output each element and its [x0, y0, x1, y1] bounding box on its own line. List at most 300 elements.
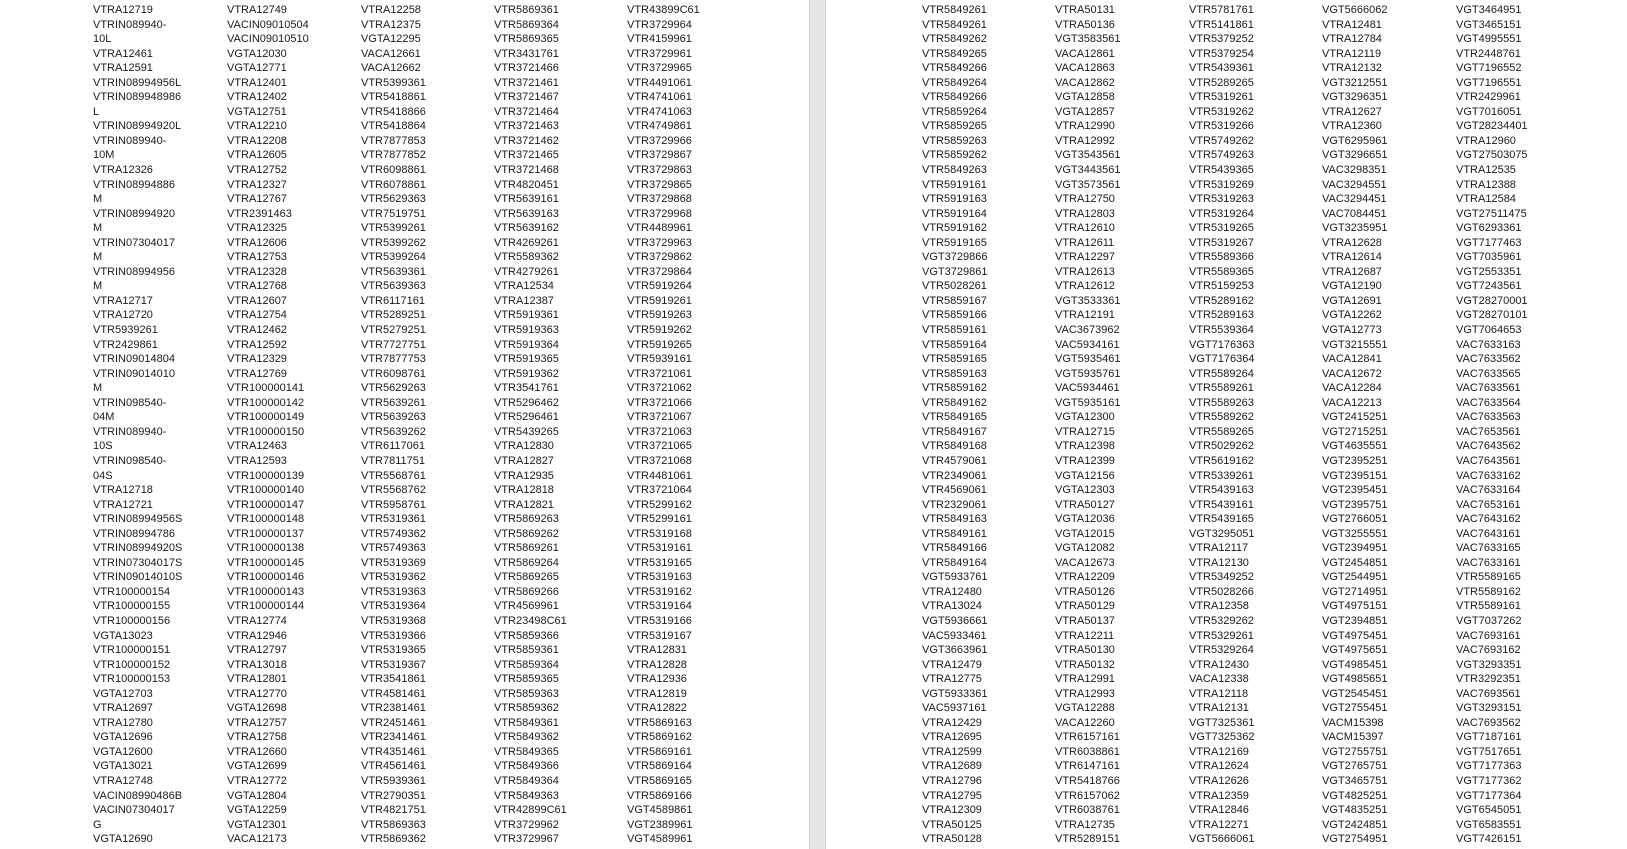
code-entry: VGT6583551	[1456, 818, 1522, 831]
code-entry: VAC7633165	[1456, 542, 1521, 555]
code-entry: VAC7633164	[1456, 484, 1521, 497]
code-entry: VTRA12768	[227, 280, 287, 293]
code-entry: VACA12661	[361, 47, 421, 60]
code-entry: VTR5289163	[1189, 309, 1254, 322]
code-entry: VGTA12262	[1322, 309, 1382, 322]
code-entry: VTRA12329	[227, 353, 287, 366]
code-entry: VGTA12698	[227, 702, 287, 715]
code-entry: VTRA12721	[93, 498, 153, 511]
code-entry: VTR5159253	[1189, 280, 1254, 293]
code-entry: VTRA12599	[922, 745, 982, 758]
code-entry: VTR5319267	[1189, 236, 1254, 249]
code-entry: VTR5319367	[361, 658, 426, 671]
code-entry: VTRA12119	[1322, 47, 1382, 60]
code-entry: VTR3721466	[494, 62, 559, 75]
code-entry: VTR5028261	[922, 280, 987, 293]
code-entry: VTR100000148	[227, 513, 305, 526]
code-entry: VTR3721066	[627, 396, 692, 409]
code-entry: VTR5289251	[361, 309, 426, 322]
code-entry: VTR4821751	[361, 804, 426, 817]
code-entry: VAC7653561	[1456, 425, 1521, 438]
code-entry: VTRA12827	[494, 454, 554, 467]
code-entry: VTR2790351	[361, 789, 426, 802]
code-entry: VTRA12535	[1456, 164, 1516, 177]
right-page-column-5	[1456, 3, 1528, 847]
code-entry: VGT4635551	[1322, 440, 1388, 453]
code-entry: VTR42899C61	[494, 804, 567, 817]
code-entry: VTRIN08994886	[93, 178, 175, 191]
code-entry: VTR5319265	[1189, 222, 1254, 235]
code-entry: VTR5439163	[1189, 484, 1254, 497]
code-entry: VTR5589263	[1189, 396, 1254, 409]
code-entry: VTRA12774	[227, 614, 287, 627]
code-entry: VTR5319369	[361, 556, 426, 569]
code-entry: VGT5933361	[922, 687, 988, 700]
code-entry: VTRA12767	[227, 193, 287, 206]
code-entry: VTR5939261	[93, 324, 158, 337]
left-page-column-1	[93, 3, 182, 847]
code-entry: VTRA12936	[627, 673, 687, 686]
code-entry: VTRA12169	[1189, 745, 1249, 758]
code-entry: VTR5919165	[922, 236, 987, 249]
code-entry: VTR100000139	[227, 469, 305, 482]
code-entry: VTRA12801	[227, 673, 287, 686]
code-entry: VTR6157161	[1055, 731, 1120, 744]
code-entry: VTR5319361	[361, 513, 426, 526]
code-entry: VTR5859165	[922, 353, 987, 366]
code-entry: VTR3729966	[627, 134, 692, 147]
code-entry: VTRA12209	[1055, 571, 1115, 584]
code-entry: VTR4741061	[627, 91, 692, 104]
code-entry: VTR5439265	[494, 425, 559, 438]
code-entry: VTRA50130	[1055, 644, 1115, 657]
code-entry: VGT2765751	[1322, 760, 1388, 773]
code-entry: VTRA12689	[922, 760, 982, 773]
code-entry: VGTA12190	[1322, 280, 1382, 293]
code-entry: VTR3729864	[627, 265, 692, 278]
code-entry: VACA12260	[1055, 716, 1115, 729]
code-entry: VTRA12830	[494, 440, 554, 453]
code-entry: VTR5919261	[627, 294, 692, 307]
code-entry: VTRA12208	[227, 134, 287, 147]
code-entry: VGTA12156	[1055, 469, 1115, 482]
code-entry: VTR5399262	[361, 236, 426, 249]
code-entry: VTRA12399	[1055, 454, 1115, 467]
code-entry: VTRA50136	[1055, 18, 1115, 31]
code-entry: VTRA12605	[227, 149, 287, 162]
code-entry: VTRA50131	[1055, 4, 1115, 16]
code-entry: VGT7176364	[1189, 353, 1255, 366]
code-entry: VTRA12328	[227, 265, 287, 278]
code-entry: VTR5859264	[922, 105, 987, 118]
code-entry: VTR5849361	[494, 716, 559, 729]
code-entry: VTR5869266	[494, 585, 559, 598]
code-entry: VTRIN089940-	[93, 18, 167, 31]
code-entry: VTR5859365	[494, 673, 559, 686]
code-entry: M	[93, 280, 103, 293]
code-entry: VTR2329061	[922, 498, 987, 511]
code-entry: VTRA12402	[227, 91, 287, 104]
code-entry: VTRA12360	[1322, 120, 1382, 133]
code-entry: VTR5319168	[627, 527, 692, 540]
code-entry: VGT3215551	[1322, 338, 1388, 351]
code-entry: VTR3729964	[627, 18, 692, 31]
code-entry: VTRA12398	[1055, 440, 1115, 453]
code-entry: VTR5319262	[1189, 105, 1254, 118]
code-entry: VTR6157062	[1055, 789, 1120, 802]
code-entry: VTRIN098540-	[93, 396, 167, 409]
code-entry: VTR5859363	[494, 687, 559, 700]
code-entry: VTR5319166	[627, 614, 692, 627]
code-entry: VTRA12821	[494, 498, 554, 511]
code-entry: VGT28270101	[1456, 309, 1528, 322]
code-entry: VTRA12660	[227, 745, 287, 758]
code-entry: VTR5869165	[627, 774, 692, 787]
code-entry: VTR5418766	[1055, 774, 1120, 787]
code-entry: VTRA12772	[227, 774, 287, 787]
code-entry: VGT7177362	[1456, 774, 1522, 787]
code-entry: VTR100000143	[227, 585, 305, 598]
code-entry: VGT4975651	[1322, 644, 1388, 657]
code-entry: VGT4985451	[1322, 658, 1388, 671]
code-entry: VTR3721061	[627, 367, 692, 380]
code-entry: VTR100000138	[227, 542, 305, 555]
code-entry: VTR2381461	[361, 702, 426, 715]
code-entry: VTR5749362	[361, 527, 426, 540]
code-entry: VTR100000154	[93, 585, 171, 598]
code-entry: VTRA12309	[922, 804, 982, 817]
code-entry: VTR4741063	[627, 105, 692, 118]
code-entry: VACA12284	[1322, 382, 1382, 395]
code-entry: VGT7243561	[1456, 280, 1522, 293]
code-entry: VTR5849266	[922, 91, 987, 104]
code-entry: VTR5849365	[494, 745, 559, 758]
code-entry: VTR5418864	[361, 120, 426, 133]
code-entry: VGT5935461	[1055, 353, 1121, 366]
code-entry: VGT2454851	[1322, 556, 1388, 569]
code-entry: VAC7643561	[1456, 454, 1521, 467]
code-entry: 10L	[93, 33, 112, 46]
code-entry: VTR5296462	[494, 396, 559, 409]
code-entry: VGT7187161	[1456, 731, 1522, 744]
code-entry: VGT3293151	[1456, 702, 1522, 715]
code-entry: VTR4569961	[494, 600, 559, 613]
code-entry: VTR5859362	[494, 702, 559, 715]
code-entry: VTR5289162	[1189, 294, 1254, 307]
code-entry: VGT5933761	[922, 571, 988, 584]
code-entry: VTRA12748	[93, 774, 153, 787]
code-entry: VTRA12687	[1322, 265, 1382, 278]
code-entry: VTR5859163	[922, 367, 987, 380]
code-entry: VGT7325361	[1189, 716, 1255, 729]
code-entry: VGT3235951	[1322, 222, 1388, 235]
code-entry: VTRIN08994956	[93, 265, 175, 278]
code-entry: VTR7877753	[361, 353, 426, 366]
code-entry: VTR5439161	[1189, 498, 1254, 511]
code-entry: VTR4491061	[627, 76, 692, 89]
code-entry: VGT5666061	[1189, 833, 1255, 846]
code-entry: VACM15398	[1322, 716, 1384, 729]
code-entry: VTR5399264	[361, 251, 426, 264]
code-entry: VTR5849163	[922, 513, 987, 526]
code-entry: VGT2544951	[1322, 571, 1388, 584]
code-entry: VTR5319368	[361, 614, 426, 627]
code-entry: VTR5329261	[1189, 629, 1254, 642]
code-entry: VTRA12775	[922, 673, 982, 686]
code-entry: VTR5319163	[627, 571, 692, 584]
code-entry: VTR6098861	[361, 164, 426, 177]
code-entry: VTR5849166	[922, 542, 987, 555]
code-entry: VTRA12118	[1189, 687, 1249, 700]
code-entry: VTR5279251	[361, 324, 426, 337]
code-entry: VGT27503075	[1456, 149, 1528, 162]
code-entry: 10S	[93, 440, 113, 453]
code-entry: VTRA12992	[1055, 134, 1115, 147]
code-entry: VGT2395451	[1322, 484, 1388, 497]
code-entry: VTRA12592	[227, 338, 287, 351]
code-entry: VTRA12770	[227, 687, 287, 700]
code-entry: VTR5869363	[361, 818, 426, 831]
code-entry: VTRA50132	[1055, 658, 1115, 671]
code-entry: VGT6545051	[1456, 804, 1522, 817]
code-entry: VTRA12626	[1189, 774, 1249, 787]
code-entry: VTR6117161	[361, 294, 426, 307]
code-entry: VTR5919263	[627, 309, 692, 322]
code-entry: VTR3721462	[494, 134, 559, 147]
code-entry: M	[93, 382, 103, 395]
code-entry: VTR5849261	[922, 4, 987, 16]
code-entry: VTR5859161	[922, 324, 987, 337]
code-entry: VTR3431761	[494, 47, 559, 60]
code-entry: VTR5639262	[361, 425, 426, 438]
code-entry: VGT7177364	[1456, 789, 1522, 802]
code-entry: VGT7016051	[1456, 105, 1522, 118]
code-entry: VTRIN09014010	[93, 367, 175, 380]
code-entry: VTR5141861	[1189, 18, 1254, 31]
code-entry: VGTA12691	[1322, 294, 1382, 307]
code-entry: VTR5639161	[494, 193, 559, 206]
right-page-column-3	[1189, 3, 1254, 847]
code-entry: VGT2754951	[1322, 833, 1388, 846]
code-entry: VTR5859162	[922, 382, 987, 395]
code-entry: VGTA12857	[1055, 105, 1115, 118]
code-entry: VTRA12297	[1055, 251, 1115, 264]
code-entry: VTRA12131	[1189, 702, 1249, 715]
code-entry: VTRA12613	[1055, 265, 1115, 278]
code-entry: VTR5629263	[361, 382, 426, 395]
code-entry: VTRA12735	[1055, 818, 1115, 831]
code-entry: VACA12841	[1322, 353, 1382, 366]
code-entry: VTR4569061	[922, 484, 987, 497]
code-entry: VTR3292351	[1456, 673, 1521, 686]
code-entry: VTRA12784	[1322, 33, 1382, 46]
code-entry: VTRIN08994956S	[93, 513, 183, 526]
code-entry: VTR5319269	[1189, 178, 1254, 191]
code-entry: VTR3721461	[494, 76, 559, 89]
code-entry: VAC7633565	[1456, 367, 1521, 380]
code-entry: VTR5869265	[494, 571, 559, 584]
code-entry: 04S	[93, 469, 113, 482]
code-entry: VTR5749363	[361, 542, 426, 555]
code-entry: VTR6038861	[1055, 745, 1120, 758]
code-entry: VTR4481061	[627, 469, 692, 482]
code-entry: VTR3541861	[361, 673, 426, 686]
right-page-column-2	[1055, 3, 1120, 847]
code-entry: VAC7633163	[1456, 338, 1521, 351]
code-entry: VTRA12624	[1189, 760, 1249, 773]
code-entry: VTR2341461	[361, 731, 426, 744]
code-entry: VTR3721463	[494, 120, 559, 133]
code-entry: VTR5849168	[922, 440, 987, 453]
code-entry: VGT4975451	[1322, 629, 1388, 642]
code-entry: VTR3721063	[627, 425, 692, 438]
code-entry: VAC5934461	[1055, 382, 1120, 395]
code-entry: VACA12672	[1322, 367, 1382, 380]
code-entry: VTRA12607	[227, 294, 287, 307]
code-entry: VTRA12614	[1322, 251, 1382, 264]
code-entry: VACA12863	[1055, 62, 1115, 75]
code-entry: VTR5439165	[1189, 513, 1254, 526]
code-entry: VTR3541761	[494, 382, 559, 395]
code-entry: VTR5919264	[627, 280, 692, 293]
code-entry: VGT7325362	[1189, 731, 1255, 744]
left-page-column-2	[227, 3, 309, 847]
code-entry: VGTA12303	[1055, 484, 1115, 497]
code-entry: VGT2395751	[1322, 498, 1388, 511]
code-entry: VACA12173	[227, 833, 287, 846]
code-entry: VTRA12993	[1055, 687, 1115, 700]
code-entry: VGT7035961	[1456, 251, 1522, 264]
code-entry: VGT7196551	[1456, 76, 1522, 89]
code-entry: VTRA12960	[1456, 134, 1516, 147]
right-page-column-4	[1322, 3, 1387, 847]
code-entry: VTRA12752	[227, 164, 287, 177]
code-entry: VGT3729861	[922, 265, 988, 278]
code-entry: VTR5319263	[1189, 193, 1254, 206]
code-entry: VGT4985651	[1322, 673, 1388, 686]
code-entry: VTR5639163	[494, 207, 559, 220]
code-entry: VTR5319366	[361, 629, 426, 642]
code-entry: VGT7196552	[1456, 62, 1522, 75]
code-entry: VTR3729868	[627, 193, 692, 206]
code-entry: VTRA12611	[1055, 236, 1115, 249]
code-entry: VTRA12191	[1055, 309, 1115, 322]
code-entry: VTR5319362	[361, 571, 426, 584]
code-entry: VTR2391463	[227, 207, 292, 220]
code-entry: VGT4589861	[627, 804, 693, 817]
code-entry: VGT3583561	[1055, 33, 1121, 46]
code-entry: VTRA12831	[627, 644, 687, 657]
code-entry: VTR100000137	[227, 527, 305, 540]
code-entry: VGT3573561	[1055, 178, 1121, 191]
code-entry: VTR3729863	[627, 164, 692, 177]
code-entry: VTR100000153	[93, 673, 171, 686]
code-entry: VTR5919361	[494, 309, 559, 322]
code-entry: VTRA12326	[93, 164, 153, 177]
code-entry: VTRA12769	[227, 367, 287, 380]
code-entry: VTR3721068	[627, 454, 692, 467]
code-entry: VTR5349252	[1189, 571, 1254, 584]
code-entry: VGTA12015	[1055, 527, 1115, 540]
code-entry: VAC3294551	[1322, 178, 1387, 191]
code-entry: VAC7693162	[1456, 644, 1521, 657]
code-entry: VTR4489961	[627, 222, 692, 235]
code-entry: VGT2389961	[627, 818, 693, 831]
code-entry: VTRA12796	[922, 774, 982, 787]
code-entry: VAC7643562	[1456, 440, 1521, 453]
code-entry: L	[93, 105, 100, 118]
code-entry: VTR3729968	[627, 207, 692, 220]
code-entry: VGTA12295	[361, 33, 421, 46]
code-entry: VGT28234401	[1456, 120, 1528, 133]
code-entry: VTRA13018	[227, 658, 287, 671]
code-entry: VTRA12935	[494, 469, 554, 482]
code-entry: VTRIN09014804	[93, 353, 175, 366]
code-entry: VTRA12803	[1055, 207, 1115, 220]
code-entry: VTR5869162	[627, 731, 692, 744]
code-entry: VTR7727751	[361, 338, 426, 351]
code-entry: VTRA50128	[922, 833, 982, 846]
code-entry: VTR5589265	[1189, 425, 1254, 438]
code-entry: VTR5849366	[494, 760, 559, 773]
code-entry: VGT7177463	[1456, 236, 1522, 249]
code-entry: VGT3663961	[922, 644, 988, 657]
code-entry: VTR5319165	[627, 556, 692, 569]
code-entry: VTRA12258	[361, 4, 421, 16]
code-entry: VTR4561461	[361, 760, 426, 773]
right-page	[826, 0, 1627, 849]
code-entry: VTR4159961	[627, 33, 692, 46]
code-entry: VTRA12130	[1189, 556, 1249, 569]
code-entry: VTRA12719	[93, 4, 153, 16]
code-entry: VTRIN08994786	[93, 527, 175, 540]
code-entry: VTR6038761	[1055, 804, 1120, 817]
code-entry: VTR5849263	[922, 164, 987, 177]
code-entry: VTRIN08994920S	[93, 542, 183, 555]
code-entry: VTR2429961	[1456, 91, 1521, 104]
code-entry: VACA12662	[361, 62, 421, 75]
code-entry: VTR5869362	[361, 833, 426, 846]
code-entry: VTRA12628	[1322, 236, 1382, 249]
code-entry: VGTA12600	[93, 745, 153, 758]
code-entry: VTR5859263	[922, 134, 987, 147]
code-entry: VTR5919161	[922, 178, 987, 191]
code-entry: VTR5939361	[361, 774, 426, 787]
code-entry: VTR5589264	[1189, 367, 1254, 380]
code-entry: VTR5589262	[1189, 411, 1254, 424]
code-entry: VTR5869161	[627, 745, 692, 758]
code-entry: VGT4975151	[1322, 600, 1388, 613]
code-entry: VTRA12461	[93, 47, 153, 60]
code-entry: VTR5439365	[1189, 164, 1254, 177]
code-entry: VAC3673962	[1055, 324, 1120, 337]
code-entry: 04M	[93, 411, 115, 424]
code-entry: VAC5934161	[1055, 338, 1120, 351]
code-entry: VTR6078861	[361, 178, 426, 191]
code-entry: VGT4995551	[1456, 33, 1522, 46]
code-entry: VTR2349061	[922, 469, 987, 482]
code-entry: VTRA12846	[1189, 804, 1249, 817]
code-entry: VTR5859265	[922, 120, 987, 133]
code-entry: VGT3543561	[1055, 149, 1121, 162]
code-entry: VGT7037262	[1456, 614, 1522, 627]
code-entry: VTRA50126	[1055, 585, 1115, 598]
code-entry: VTRA12822	[627, 702, 687, 715]
code-entry: VTR5859167	[922, 294, 987, 307]
code-entry: VTRA12534	[494, 280, 554, 293]
code-entry: VTRA12990	[1055, 120, 1115, 133]
code-entry: VTR5919163	[922, 193, 987, 206]
